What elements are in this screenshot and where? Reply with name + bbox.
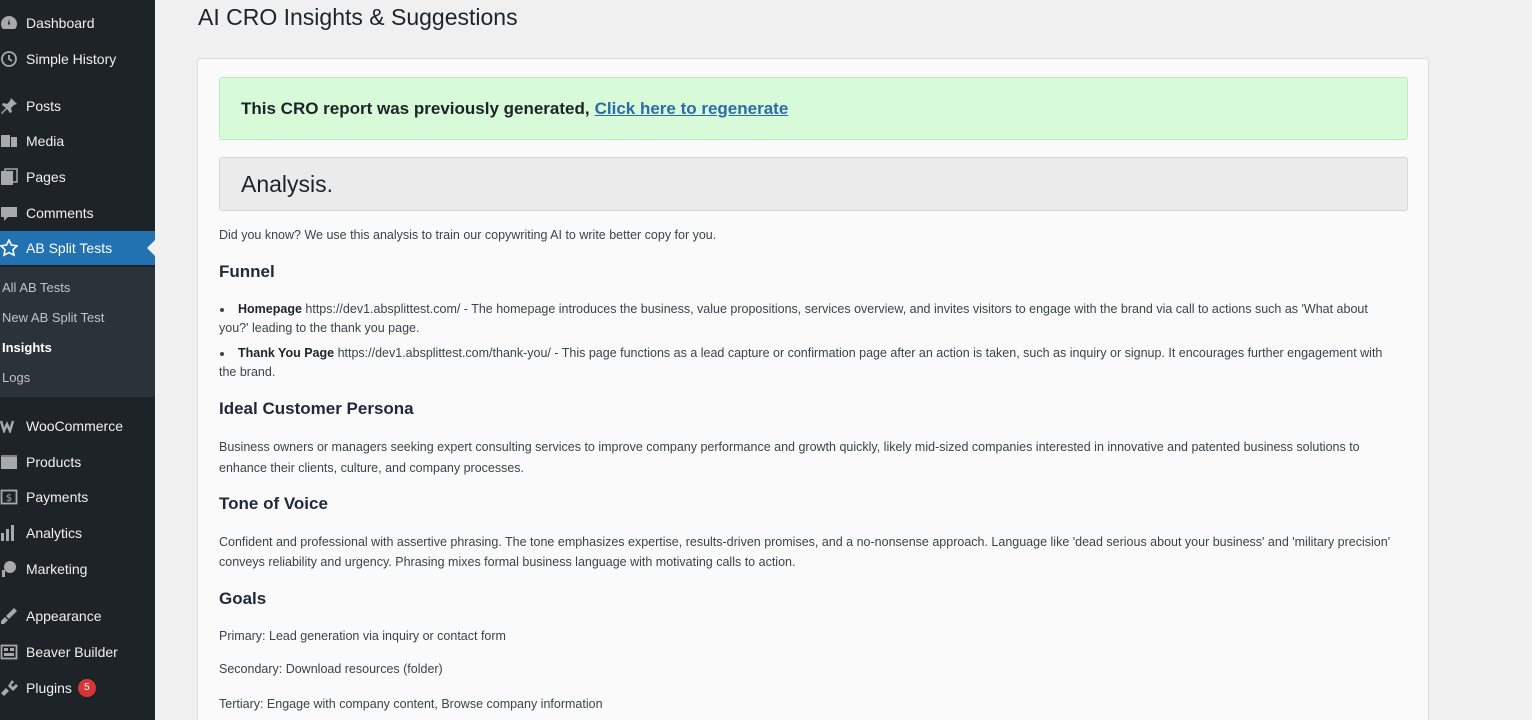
dashboard-icon xyxy=(0,13,26,33)
admin-sidebar xyxy=(0,0,155,720)
products-icon xyxy=(0,452,26,472)
sidebar-item-posts[interactable] xyxy=(0,89,155,123)
funnel-item xyxy=(219,300,1394,338)
analytics-icon xyxy=(0,523,26,543)
pin-icon xyxy=(0,96,26,116)
sidebar-item-payments[interactable] xyxy=(0,480,155,514)
funnel-item-name: Homepage xyxy=(238,302,302,316)
tone-text: Confident and professional with assertive phrasing. The tone emphasizes expertise, results-driven promises, and a no-nonsense approach. Language like 'dead serious about your business' and 'military precision' conveys reliability and urgency. Phrasing mixes formal business language with motivating calls to action. xyxy=(219,535,1391,569)
sidebar-item-beaver-builder[interactable] xyxy=(0,635,155,669)
goal-secondary: Secondary: Download resources (folder) xyxy=(219,662,443,676)
sidebar-item-label: WooCommerce xyxy=(26,418,123,434)
sidebar-item-label: AB Split Tests xyxy=(26,240,113,256)
sidebar-item-marketing[interactable] xyxy=(0,552,155,586)
sidebar-item-media[interactable] xyxy=(0,124,155,158)
goal-primary: Primary: Lead generation via inquiry or contact form xyxy=(219,629,506,643)
submenu-all-ab-tests[interactable]: All AB Tests xyxy=(2,280,71,295)
sidebar-item-label: Plugins xyxy=(26,680,72,696)
ab-split-tests-submenu xyxy=(0,267,155,397)
bullet-icon xyxy=(220,308,224,312)
star-icon xyxy=(0,238,26,258)
sidebar-item-simple-history[interactable] xyxy=(0,42,155,76)
goals-heading: Goals xyxy=(219,589,267,608)
funnel-item-text: https://dev1.absplittest.com/ - The homepage introduces the business, value propositions, services overview, and invites visitors to engage with the brand via call to actions such as 'What about you?' leading to the thank you page. xyxy=(219,302,1368,335)
analysis-intro: Did you know? We use this analysis to train our copywriting AI to write better copy for you. xyxy=(219,228,717,242)
sidebar-item-woocommerce[interactable] xyxy=(0,409,155,443)
svg-text:$: $ xyxy=(5,493,13,504)
funnel-heading: Funnel xyxy=(219,262,275,281)
sidebar-item-label: Analytics xyxy=(26,525,83,541)
sidebar-item-analytics[interactable] xyxy=(0,516,155,550)
sidebar-item-ab-split-tests[interactable] xyxy=(0,231,155,265)
plugins-icon xyxy=(0,678,26,698)
persona-text: Business owners or managers seeking expert consulting services to improve company performance and growth quickly, likely mid-sized companies interested in innovative and patented business solutions to enhance their clients, culture, and company processes. xyxy=(219,440,1360,475)
sidebar-item-label: Simple History xyxy=(26,51,117,67)
media-icon xyxy=(0,131,26,151)
payments-icon xyxy=(0,487,26,507)
goal-tertiary: Tertiary: Engage with company content, Browse company information xyxy=(219,697,603,711)
submenu-logs[interactable]: Logs xyxy=(2,370,31,385)
notice-text: This CRO report was previously generated, xyxy=(241,98,590,118)
sidebar-item-pages[interactable] xyxy=(0,160,155,194)
sidebar-item-appearance[interactable] xyxy=(0,599,155,633)
page-title: AI CRO Insights & Suggestions xyxy=(198,4,518,30)
sidebar-item-comments[interactable] xyxy=(0,196,155,230)
sidebar-item-label: Dashboard xyxy=(26,15,95,31)
woocommerce-icon xyxy=(0,416,26,436)
comments-icon xyxy=(0,203,26,223)
sidebar-item-plugins[interactable] xyxy=(0,671,155,705)
funnel-item-text: https://dev1.absplittest.com/thank-you/ - This page functions as a lead capture or confirmation page after an action is taken, such as inquiry or signup. It encourages further engagement with the brand. xyxy=(219,346,1383,379)
sidebar-item-label: Beaver Builder xyxy=(26,644,118,660)
regenerate-notice xyxy=(219,77,1408,140)
sidebar-item-products[interactable] xyxy=(0,445,155,479)
marketing-icon xyxy=(0,559,26,579)
persona-heading: Ideal Customer Persona xyxy=(219,399,414,418)
regenerate-link[interactable]: Click here to regenerate xyxy=(594,98,789,118)
sidebar-item-label: Marketing xyxy=(26,561,88,577)
sidebar-item-label: Appearance xyxy=(26,608,102,624)
sidebar-item-label: Posts xyxy=(26,98,62,114)
submenu-insights[interactable]: Insights xyxy=(2,340,52,355)
submenu-new-ab-split-test[interactable]: New AB Split Test xyxy=(2,310,105,325)
sidebar-item-label: Products xyxy=(26,454,82,470)
funnel-item-name: Thank You Page xyxy=(238,346,335,360)
sidebar-item-label: Pages xyxy=(26,169,66,185)
plugins-update-badge: 5 xyxy=(78,679,96,697)
appearance-icon xyxy=(0,606,26,626)
history-icon xyxy=(0,49,26,69)
sidebar-item-label: Payments xyxy=(26,489,89,505)
analysis-title: Analysis. xyxy=(241,170,334,197)
funnel-item xyxy=(219,344,1394,382)
pages-icon xyxy=(0,167,26,187)
sidebar-item-dashboard[interactable] xyxy=(0,6,155,40)
analysis-header xyxy=(219,157,1408,211)
sidebar-item-label: Comments xyxy=(26,205,94,221)
sidebar-item-label: Media xyxy=(26,133,65,149)
beaver-builder-icon xyxy=(0,642,26,662)
tone-heading: Tone of Voice xyxy=(219,494,328,513)
bullet-icon xyxy=(220,352,224,356)
